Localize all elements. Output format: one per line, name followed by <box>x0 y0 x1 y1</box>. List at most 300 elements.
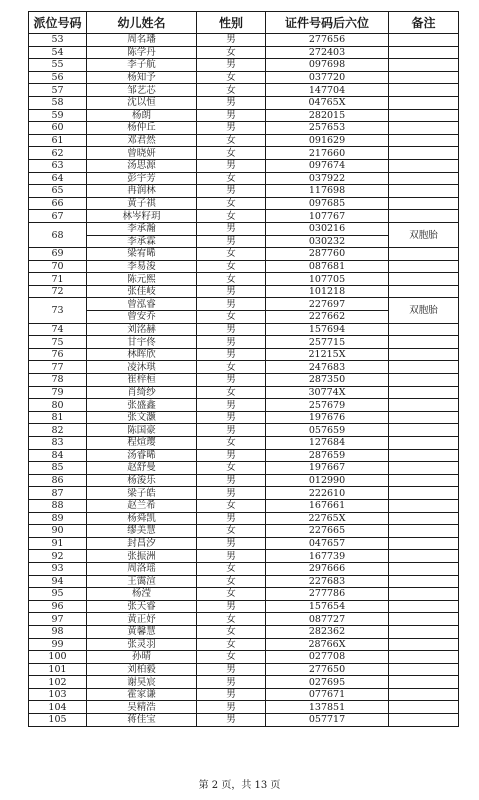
lottery-number-cell: 70 <box>29 260 87 273</box>
lottery-number-cell: 105 <box>29 714 87 727</box>
gender-cell: 女 <box>197 575 266 588</box>
id-last-six-cell: 027695 <box>266 676 389 689</box>
id-last-six-cell: 147704 <box>266 84 389 97</box>
id-last-six-cell: 157654 <box>266 600 389 613</box>
child-name-cell: 杨浚乐 <box>87 474 197 487</box>
id-last-six-cell: 22765X <box>266 512 389 525</box>
gender-cell: 女 <box>197 588 266 601</box>
remarks-cell <box>389 273 459 286</box>
remarks-cell <box>389 638 459 651</box>
gender-cell: 女 <box>197 625 266 638</box>
table-body <box>29 34 459 727</box>
child-name-cell: 邓君然 <box>87 134 197 147</box>
gender-cell: 男 <box>197 109 266 122</box>
header-lottery-number: 派位号码 <box>29 12 87 34</box>
lottery-number-cell: 57 <box>29 84 87 97</box>
child-name-cell: 曾泓睿 <box>87 298 197 311</box>
table-row <box>29 474 459 487</box>
table-row <box>29 663 459 676</box>
child-name-cell: 梁子皓 <box>87 487 197 500</box>
gender-cell: 女 <box>197 71 266 84</box>
remarks-cell <box>389 159 459 172</box>
remarks-cell <box>389 550 459 563</box>
id-last-six-cell: 277786 <box>266 588 389 601</box>
child-name-cell: 林岑籽玥 <box>87 210 197 223</box>
table-row <box>29 248 459 261</box>
id-last-six-cell: 282362 <box>266 625 389 638</box>
remarks-cell <box>389 512 459 525</box>
lottery-number-cell: 54 <box>29 46 87 59</box>
remarks-cell <box>389 336 459 349</box>
child-name-cell: 林晖欣 <box>87 348 197 361</box>
lottery-number-cell: 65 <box>29 185 87 198</box>
child-name-cell: 梁宥晞 <box>87 248 197 261</box>
child-name-cell: 凌沐琪 <box>87 361 197 374</box>
child-name-cell: 张振洲 <box>87 550 197 563</box>
gender-cell: 女 <box>197 147 266 160</box>
remarks-cell <box>389 34 459 47</box>
table-row <box>29 512 459 525</box>
lottery-number-cell: 90 <box>29 525 87 538</box>
remarks-cell <box>389 71 459 84</box>
remarks-cell <box>389 688 459 701</box>
table-row <box>29 34 459 47</box>
lottery-number-cell: 75 <box>29 336 87 349</box>
header-gender: 性别 <box>197 12 266 34</box>
gender-cell: 男 <box>197 424 266 437</box>
table-row <box>29 46 459 59</box>
lottery-number-cell: 83 <box>29 437 87 450</box>
lottery-number-cell: 85 <box>29 462 87 475</box>
remarks-cell <box>389 474 459 487</box>
gender-cell: 男 <box>197 34 266 47</box>
gender-cell: 男 <box>197 285 266 298</box>
child-name-cell: 赵舒曼 <box>87 462 197 475</box>
lottery-number-cell: 104 <box>29 701 87 714</box>
id-last-six-cell: 097674 <box>266 159 389 172</box>
lottery-number-cell: 72 <box>29 285 87 298</box>
child-name-cell: 吴精浩 <box>87 701 197 714</box>
gender-cell: 男 <box>197 701 266 714</box>
child-name-cell: 杨仲丘 <box>87 122 197 135</box>
lottery-number-cell: 84 <box>29 449 87 462</box>
table-row <box>29 298 459 311</box>
child-name-cell: 王霭渲 <box>87 575 197 588</box>
child-name-cell: 汤睿晞 <box>87 449 197 462</box>
id-last-six-cell: 107767 <box>266 210 389 223</box>
child-name-cell: 李易浚 <box>87 260 197 273</box>
child-name-cell: 沈以恒 <box>87 96 197 109</box>
lottery-number-cell: 79 <box>29 386 87 399</box>
lottery-number-cell: 80 <box>29 399 87 412</box>
gender-cell: 女 <box>197 197 266 210</box>
lottery-number-cell: 91 <box>29 537 87 550</box>
id-last-six-cell: 227665 <box>266 525 389 538</box>
lottery-number-cell: 76 <box>29 348 87 361</box>
child-name-cell: 封昌汐 <box>87 537 197 550</box>
header-id-last-six: 证件号码后六位 <box>266 12 389 34</box>
remarks-cell <box>389 46 459 59</box>
id-last-six-cell: 047657 <box>266 537 389 550</box>
gender-cell: 女 <box>197 311 266 324</box>
gender-cell: 女 <box>197 462 266 475</box>
gender-cell: 女 <box>197 248 266 261</box>
id-last-six-cell: 272403 <box>266 46 389 59</box>
lottery-number-cell: 61 <box>29 134 87 147</box>
table-row <box>29 537 459 550</box>
lottery-number-cell: 60 <box>29 122 87 135</box>
remarks-cell <box>389 651 459 664</box>
id-last-six-cell: 282015 <box>266 109 389 122</box>
table-header <box>29 12 459 34</box>
child-name-cell: 杨舜凯 <box>87 512 197 525</box>
child-name-cell: 谢昊宸 <box>87 676 197 689</box>
lottery-number-cell: 94 <box>29 575 87 588</box>
child-name-cell: 张佳岐 <box>87 285 197 298</box>
table-row <box>29 676 459 689</box>
gender-cell: 男 <box>197 399 266 412</box>
id-last-six-cell: 077671 <box>266 688 389 701</box>
child-name-cell: 李承霖 <box>87 235 197 248</box>
id-last-six-cell: 057659 <box>266 424 389 437</box>
table-row <box>29 374 459 387</box>
lottery-number-cell: 95 <box>29 588 87 601</box>
remarks-cell: 双胞胎 <box>389 222 459 247</box>
gender-cell: 女 <box>197 613 266 626</box>
table-row <box>29 323 459 336</box>
remarks-cell <box>389 575 459 588</box>
remarks-cell <box>389 147 459 160</box>
table-row <box>29 71 459 84</box>
table-row <box>29 210 459 223</box>
gender-cell: 男 <box>197 411 266 424</box>
lottery-number-cell: 93 <box>29 562 87 575</box>
id-last-six-cell: 222610 <box>266 487 389 500</box>
remarks-cell <box>389 197 459 210</box>
lottery-number-cell: 64 <box>29 172 87 185</box>
id-last-six-cell: 04765X <box>266 96 389 109</box>
gender-cell: 男 <box>197 449 266 462</box>
remarks-cell <box>389 185 459 198</box>
table-row <box>29 562 459 575</box>
gender-cell: 女 <box>197 260 266 273</box>
gender-cell: 男 <box>197 663 266 676</box>
gender-cell: 男 <box>197 600 266 613</box>
table-row <box>29 499 459 512</box>
table-row <box>29 122 459 135</box>
child-name-cell: 刘柏毅 <box>87 663 197 676</box>
id-last-six-cell: 117698 <box>266 185 389 198</box>
table-row <box>29 424 459 437</box>
child-name-cell: 陈国豪 <box>87 424 197 437</box>
lottery-number-cell: 99 <box>29 638 87 651</box>
gender-cell: 男 <box>197 688 266 701</box>
gender-cell: 男 <box>197 676 266 689</box>
lottery-number-cell: 82 <box>29 424 87 437</box>
header-remarks: 备注 <box>389 12 459 34</box>
lottery-number-cell: 62 <box>29 147 87 160</box>
child-name-cell: 赵兰希 <box>87 499 197 512</box>
id-last-six-cell: 227662 <box>266 311 389 324</box>
child-name-cell: 李承瀚 <box>87 222 197 235</box>
table-row <box>29 348 459 361</box>
table-row <box>29 285 459 298</box>
child-name-cell: 汤思源 <box>87 159 197 172</box>
gender-cell: 女 <box>197 499 266 512</box>
id-last-six-cell: 287350 <box>266 374 389 387</box>
remarks-cell <box>389 600 459 613</box>
lottery-number-cell: 63 <box>29 159 87 172</box>
table-row <box>29 96 459 109</box>
id-last-six-cell: 091629 <box>266 134 389 147</box>
child-name-cell: 冉润林 <box>87 185 197 198</box>
remarks-cell <box>389 462 459 475</box>
child-name-cell: 孙晴 <box>87 651 197 664</box>
child-name-cell: 黄馨慧 <box>87 625 197 638</box>
gender-cell: 男 <box>197 59 266 72</box>
gender-cell: 女 <box>197 638 266 651</box>
child-name-cell: 杨朗 <box>87 109 197 122</box>
id-last-six-cell: 217660 <box>266 147 389 160</box>
gender-cell: 女 <box>197 172 266 185</box>
remarks-cell <box>389 562 459 575</box>
gender-cell: 男 <box>197 235 266 248</box>
child-name-cell: 刘洺赫 <box>87 323 197 336</box>
table-row <box>29 651 459 664</box>
table-row <box>29 449 459 462</box>
table-row <box>29 399 459 412</box>
remarks-cell <box>389 386 459 399</box>
id-last-six-cell: 297666 <box>266 562 389 575</box>
table-row <box>29 688 459 701</box>
child-name-cell: 张盛鑫 <box>87 399 197 412</box>
child-name-cell: 杨知予 <box>87 71 197 84</box>
table-row <box>29 638 459 651</box>
id-last-six-cell: 107705 <box>266 273 389 286</box>
lottery-number-cell: 56 <box>29 71 87 84</box>
id-last-six-cell: 277656 <box>266 34 389 47</box>
id-last-six-cell: 030216 <box>266 222 389 235</box>
id-last-six-cell: 197667 <box>266 462 389 475</box>
id-last-six-cell: 257715 <box>266 336 389 349</box>
gender-cell: 男 <box>197 550 266 563</box>
table-row <box>29 411 459 424</box>
table-row <box>29 550 459 563</box>
remarks-cell: 双胞胎 <box>389 298 459 323</box>
table-row <box>29 134 459 147</box>
remarks-cell <box>389 374 459 387</box>
lottery-number-cell: 88 <box>29 499 87 512</box>
table-row <box>29 625 459 638</box>
lottery-number-cell: 98 <box>29 625 87 638</box>
id-last-six-cell: 287659 <box>266 449 389 462</box>
remarks-cell <box>389 588 459 601</box>
table-row <box>29 600 459 613</box>
id-last-six-cell: 057717 <box>266 714 389 727</box>
remarks-cell <box>389 424 459 437</box>
lottery-number-cell: 81 <box>29 411 87 424</box>
id-last-six-cell: 012990 <box>266 474 389 487</box>
gender-cell: 男 <box>197 298 266 311</box>
id-last-six-cell: 157694 <box>266 323 389 336</box>
remarks-cell <box>389 537 459 550</box>
table-row <box>29 273 459 286</box>
gender-cell: 女 <box>197 46 266 59</box>
child-name-cell: 彭宇芳 <box>87 172 197 185</box>
id-last-six-cell: 257679 <box>266 399 389 412</box>
lottery-number-cell: 66 <box>29 197 87 210</box>
gender-cell: 女 <box>197 361 266 374</box>
remarks-cell <box>389 449 459 462</box>
id-last-six-cell: 227697 <box>266 298 389 311</box>
lottery-number-cell: 71 <box>29 273 87 286</box>
table-row <box>29 336 459 349</box>
table-row <box>29 222 459 235</box>
gender-cell: 女 <box>197 525 266 538</box>
remarks-cell <box>389 613 459 626</box>
child-name-cell: 杨滢 <box>87 588 197 601</box>
table-row <box>29 361 459 374</box>
remarks-cell <box>389 210 459 223</box>
remarks-cell <box>389 676 459 689</box>
remarks-cell <box>389 323 459 336</box>
gender-cell: 男 <box>197 537 266 550</box>
child-name-cell: 张文灏 <box>87 411 197 424</box>
child-name-cell: 黄子祺 <box>87 197 197 210</box>
remarks-cell <box>389 663 459 676</box>
lottery-number-cell: 73 <box>29 298 87 323</box>
id-last-six-cell: 30774X <box>266 386 389 399</box>
remarks-cell <box>389 525 459 538</box>
child-name-cell: 曾安乔 <box>87 311 197 324</box>
lottery-number-cell: 77 <box>29 361 87 374</box>
remarks-cell <box>389 625 459 638</box>
remarks-cell <box>389 122 459 135</box>
table-row <box>29 714 459 727</box>
id-last-six-cell: 247683 <box>266 361 389 374</box>
remarks-cell <box>389 109 459 122</box>
table-row <box>29 59 459 72</box>
child-name-cell: 李子航 <box>87 59 197 72</box>
remarks-cell <box>389 285 459 298</box>
id-last-six-cell: 287760 <box>266 248 389 261</box>
child-name-cell: 曾晓妍 <box>87 147 197 160</box>
table-row <box>29 701 459 714</box>
remarks-cell <box>389 361 459 374</box>
page-footer: 第 2 页，共 13 页 <box>198 780 281 791</box>
remarks-cell <box>389 499 459 512</box>
gender-cell: 女 <box>197 84 266 97</box>
table-row <box>29 437 459 450</box>
id-last-six-cell: 257653 <box>266 122 389 135</box>
table-row <box>29 159 459 172</box>
remarks-cell <box>389 248 459 261</box>
lottery-number-cell: 53 <box>29 34 87 47</box>
remarks-cell <box>389 348 459 361</box>
child-name-cell: 周名璠 <box>87 34 197 47</box>
child-name-cell: 陈元熙 <box>87 273 197 286</box>
gender-cell: 女 <box>197 273 266 286</box>
lottery-number-cell: 86 <box>29 474 87 487</box>
remarks-cell <box>389 260 459 273</box>
lottery-number-cell: 89 <box>29 512 87 525</box>
child-name-cell: 缪美慧 <box>87 525 197 538</box>
gender-cell: 女 <box>197 134 266 147</box>
child-name-cell: 黄正妤 <box>87 613 197 626</box>
child-name-cell: 陈学丹 <box>87 46 197 59</box>
table-row <box>29 260 459 273</box>
remarks-cell <box>389 714 459 727</box>
header-row <box>29 12 459 34</box>
lottery-number-cell: 100 <box>29 651 87 664</box>
gender-cell: 女 <box>197 562 266 575</box>
remarks-cell <box>389 84 459 97</box>
id-last-six-cell: 21215X <box>266 348 389 361</box>
header-child-name: 幼儿姓名 <box>87 12 197 34</box>
table-row <box>29 109 459 122</box>
remarks-cell <box>389 399 459 412</box>
lottery-number-cell: 68 <box>29 222 87 247</box>
lottery-number-cell: 97 <box>29 613 87 626</box>
id-last-six-cell: 137851 <box>266 701 389 714</box>
table-row <box>29 613 459 626</box>
child-name-cell: 邹艺芯 <box>87 84 197 97</box>
remarks-cell <box>389 59 459 72</box>
lottery-number-cell: 74 <box>29 323 87 336</box>
id-last-six-cell: 28766X <box>266 638 389 651</box>
gender-cell: 女 <box>197 651 266 664</box>
id-last-six-cell: 097698 <box>266 59 389 72</box>
lottery-number-cell: 101 <box>29 663 87 676</box>
lottery-number-cell: 103 <box>29 688 87 701</box>
gender-cell: 男 <box>197 487 266 500</box>
id-last-six-cell: 027708 <box>266 651 389 664</box>
child-name-cell: 蒋佳宝 <box>87 714 197 727</box>
gender-cell: 男 <box>197 122 266 135</box>
lottery-results-table <box>28 11 459 727</box>
gender-cell: 男 <box>197 222 266 235</box>
lottery-number-cell: 58 <box>29 96 87 109</box>
table-row <box>29 84 459 97</box>
id-last-six-cell: 277650 <box>266 663 389 676</box>
id-last-six-cell: 227683 <box>266 575 389 588</box>
id-last-six-cell: 127684 <box>266 437 389 450</box>
remarks-cell <box>389 437 459 450</box>
lottery-number-cell: 96 <box>29 600 87 613</box>
remarks-cell <box>389 701 459 714</box>
lottery-number-cell: 87 <box>29 487 87 500</box>
child-name-cell: 霍家谦 <box>87 688 197 701</box>
id-last-six-cell: 097685 <box>266 197 389 210</box>
child-name-cell: 崔梓桓 <box>87 374 197 387</box>
gender-cell: 男 <box>197 714 266 727</box>
child-name-cell: 张灵羽 <box>87 638 197 651</box>
lottery-number-cell: 55 <box>29 59 87 72</box>
gender-cell: 男 <box>197 512 266 525</box>
remarks-cell <box>389 172 459 185</box>
gender-cell: 女 <box>197 437 266 450</box>
lottery-number-cell: 59 <box>29 109 87 122</box>
table-row <box>29 525 459 538</box>
lottery-number-cell: 69 <box>29 248 87 261</box>
gender-cell: 男 <box>197 336 266 349</box>
child-name-cell: 肖绮纱 <box>87 386 197 399</box>
child-name-cell: 程煊璎 <box>87 437 197 450</box>
table-row <box>29 172 459 185</box>
id-last-six-cell: 087681 <box>266 260 389 273</box>
id-last-six-cell: 101218 <box>266 285 389 298</box>
gender-cell: 女 <box>197 386 266 399</box>
